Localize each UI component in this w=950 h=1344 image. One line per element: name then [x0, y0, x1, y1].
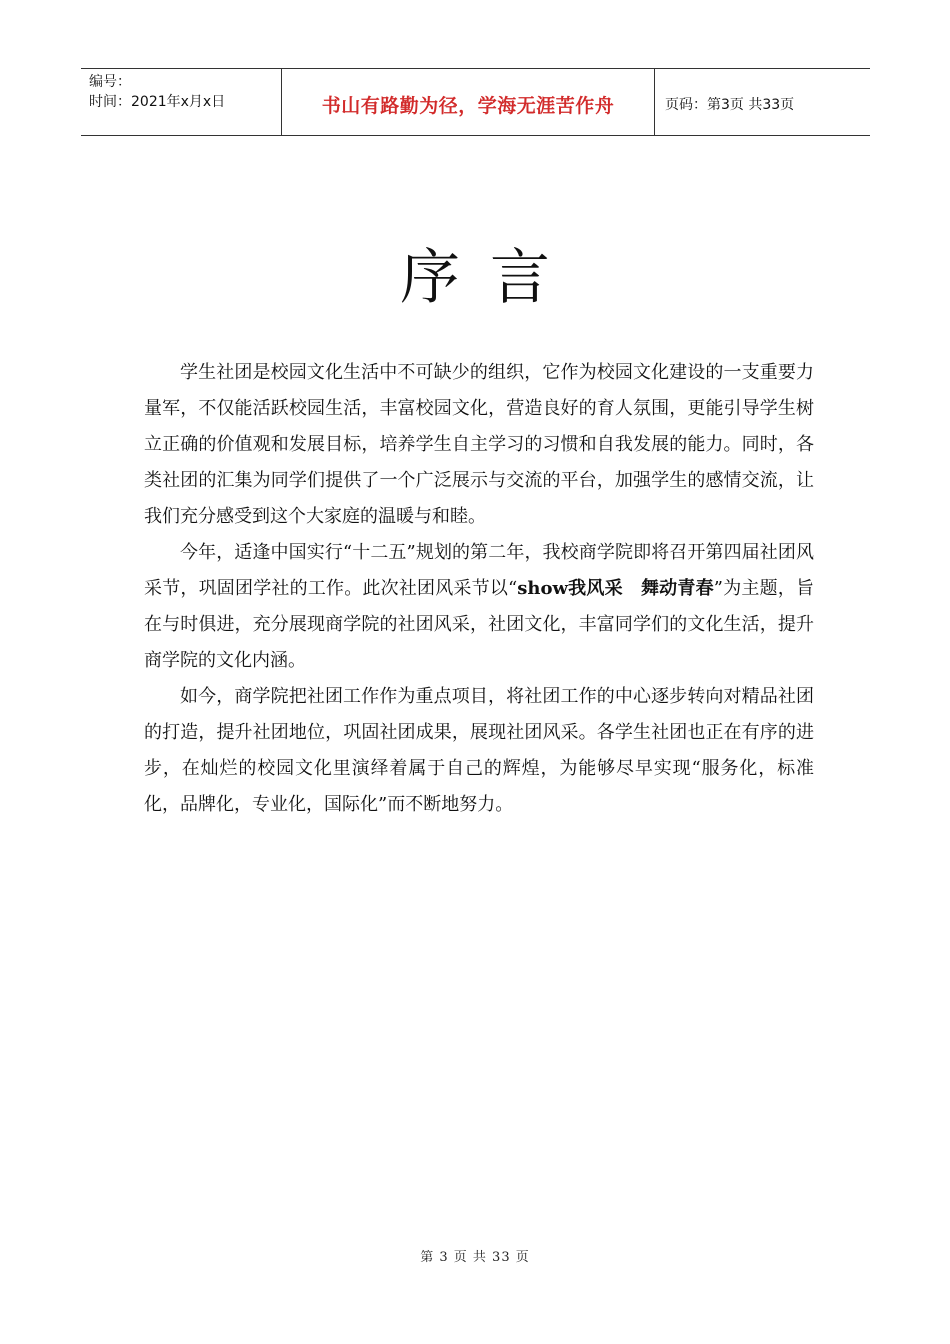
document-title — [0, 240, 950, 316]
paragraph-3: 如今，商学院把社团工作作为重点项目，将社团工作的中心逐步转向对精品社团的打造，提升社团地位，巩固社团成果，展现社团风采。各学生社团也正在有序的进步，在灿烂的校园文化里演绎着属于自己的辉煌，为能够尽早实现“服务化，标准化，品牌化，专业化，国际化”而不断地努力。 — [144, 686, 814, 815]
paragraph-2-text-b: ”为主题，旨在与时俱进，充分展现商学院的社团风采，社团文化，丰富同学们的文化生活，提升商学院的文化内涵。 — [144, 578, 815, 671]
title-char-2: 言 — [490, 243, 550, 313]
paragraph-2 — [144, 535, 814, 679]
paragraph-2-text-a: 今年，适逢中国实行“十二五”规划的第二年，我校商学院即将召开第四届社团风采节，巩固团学社的工作。此次社团风采节以“ — [144, 542, 814, 599]
title-char-1: 序 — [400, 243, 460, 313]
footer-page-number: 第 3 页 共 33 页 — [420, 1250, 530, 1265]
header-page-cell — [655, 69, 870, 135]
theme-slogan: show我风采 舞动青春 — [517, 578, 714, 599]
page-footer — [0, 1246, 950, 1265]
header-motto-cell — [281, 69, 655, 135]
document-body — [144, 355, 814, 823]
number-label: 编号： — [89, 74, 131, 90]
date-label: 时间：2021年x月x日 — [89, 94, 226, 110]
motto-text: 书山有路勤为径，学海无涯苦作舟 — [321, 94, 615, 117]
header-meta-cell — [81, 69, 281, 135]
paragraph-1: 学生社团是校园文化生活中不可缺少的组织，它作为校园文化建设的一支重要力量军，不仅能活跃校园生活，丰富校园文化，营造良好的育人氛围，更能引导学生树立正确的价值观和发展目标，培养学生自主学习的习惯和自我发展的能力。同时，各类社团的汇集为同学们提供了一个广泛展示与交流的平台，加强学生的感情交流，让我们充分感受到这个大家庭的温暖与和睦。 — [144, 362, 814, 527]
document-header — [81, 68, 870, 136]
page-label: 页码：第3页 共33页 — [665, 97, 795, 113]
